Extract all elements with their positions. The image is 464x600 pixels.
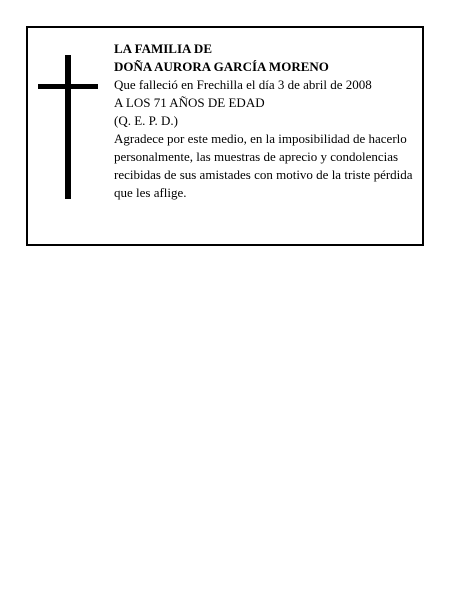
- death-info: Que falleció en Frechilla el día 3 de abril de 2008: [114, 77, 372, 92]
- latin-cross-icon: [38, 55, 98, 199]
- cross-horizontal-bar: [38, 84, 98, 89]
- cross-vertical-bar: [65, 55, 71, 199]
- heading-family: LA FAMILIA DE: [114, 41, 212, 56]
- gratitude-message: Agradece por este medio, en la imposibilidad de hacerlo personalmente, las muestras de aprecio y condolencias recibidas de sus amistades con motivo de la triste pérdida que les aflige.: [114, 131, 413, 200]
- notice-text: [114, 40, 419, 202]
- obituary-notice: [26, 26, 424, 246]
- rest-in-peace: (Q. E. P. D.): [114, 113, 178, 128]
- heading-deceased-name: DOÑA AURORA GARCÍA MORENO: [114, 59, 329, 74]
- age-at-death: A LOS 71 AÑOS DE EDAD: [114, 95, 265, 110]
